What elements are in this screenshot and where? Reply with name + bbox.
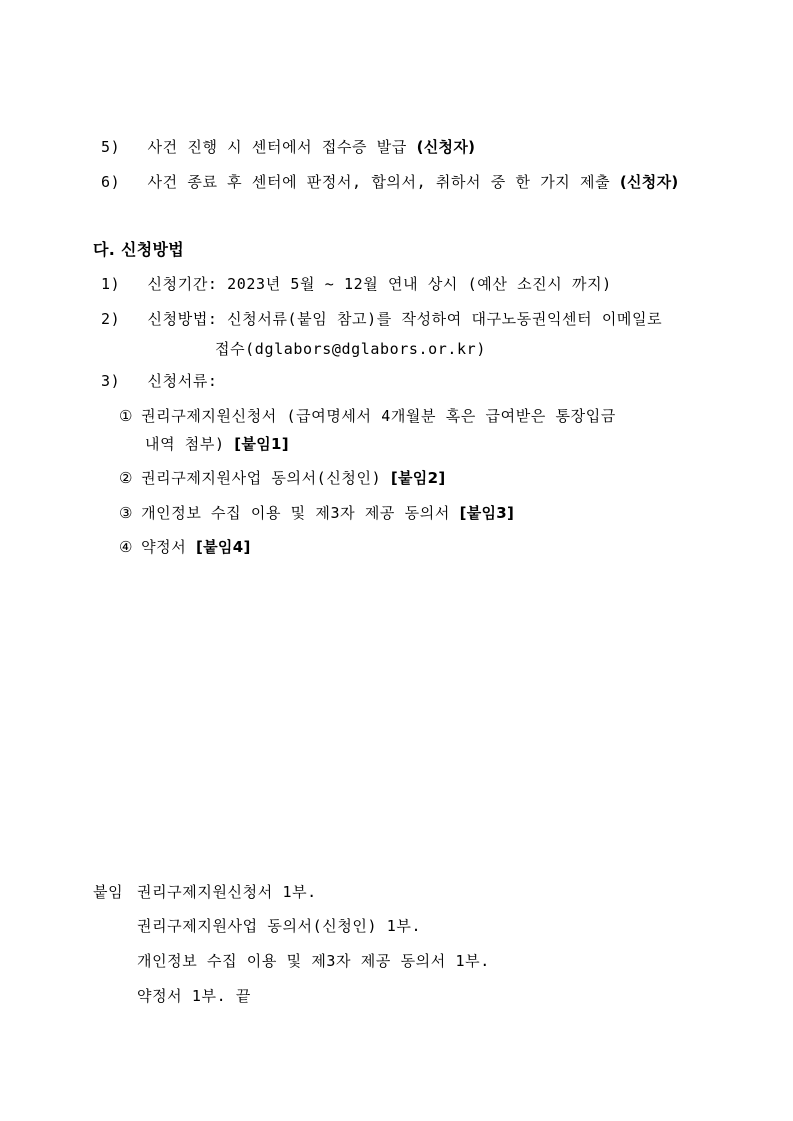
item-number: 1) — [101, 275, 121, 293]
item-text: 사건 진행 시 센터에서 접수증 발급 — [147, 138, 417, 156]
item-6 — [101, 172, 679, 192]
list-marker: ③ — [119, 504, 134, 522]
item-number: 3) — [101, 372, 121, 390]
item-5 — [101, 137, 475, 157]
attachment-item: 개인정보 수집 이용 및 제3자 제공 동의서 1부. — [137, 952, 490, 970]
item-text: 신청서류: — [147, 372, 218, 390]
item-text: 사건 종료 후 센터에 판정서, 합의서, 취하서 중 한 가지 제출 — [147, 173, 620, 191]
attachments-label: 붙임 — [93, 883, 124, 901]
attachment-ref: [붙임3] — [459, 504, 515, 522]
document-text: 내역 첨부) — [145, 435, 235, 453]
item-number: 5) — [101, 138, 121, 156]
attachment-ref: [붙임1] — [234, 435, 289, 453]
document-2 — [119, 468, 446, 488]
item-bold-note: (신청자) — [416, 138, 476, 156]
list-marker: ① — [119, 407, 134, 425]
attachment-item: 권리구제지원신청서 1부. — [137, 883, 317, 901]
item-number: 6) — [101, 173, 121, 191]
document-4 — [119, 537, 251, 557]
document-1-continuation — [145, 434, 289, 454]
item-1 — [101, 274, 612, 294]
list-marker: ④ — [119, 538, 134, 556]
item-2-continuation: 접수(dglabors@dglabors.or.kr) — [215, 340, 486, 358]
section-heading: 다. 신청방법 — [93, 240, 185, 259]
list-marker: ② — [119, 469, 134, 487]
attachment-ref: [붙임2] — [390, 469, 446, 487]
item-2 — [101, 309, 662, 329]
item-number: 2) — [101, 310, 121, 328]
item-bold-note: (신청자) — [619, 173, 679, 191]
document-text: 권리구제지원신청서 (급여명세서 4개월분 혹은 급여받은 통장입금 — [141, 407, 616, 425]
item-text: 신청방법: 신청서류(붙임 참고)를 작성하여 대구노동권익센터 이메일로 — [147, 310, 663, 328]
attachment-ref: [붙임4] — [195, 538, 251, 556]
item-text: 신청기간: 2023년 5월 ~ 12월 연내 상시 (예산 소진시 까지) — [147, 275, 612, 293]
attachment-item: 약정서 1부. 끝 — [137, 987, 251, 1005]
attachment-item: 권리구제지원사업 동의서(신청인) 1부. — [137, 917, 422, 935]
document-text: 권리구제지원사업 동의서(신청인) — [141, 469, 391, 487]
document-text: 약정서 — [141, 538, 196, 556]
item-3 — [101, 371, 218, 391]
document-text: 개인정보 수집 이용 및 제3자 제공 동의서 — [141, 504, 460, 522]
document-1 — [119, 406, 616, 426]
document-3 — [119, 503, 514, 523]
